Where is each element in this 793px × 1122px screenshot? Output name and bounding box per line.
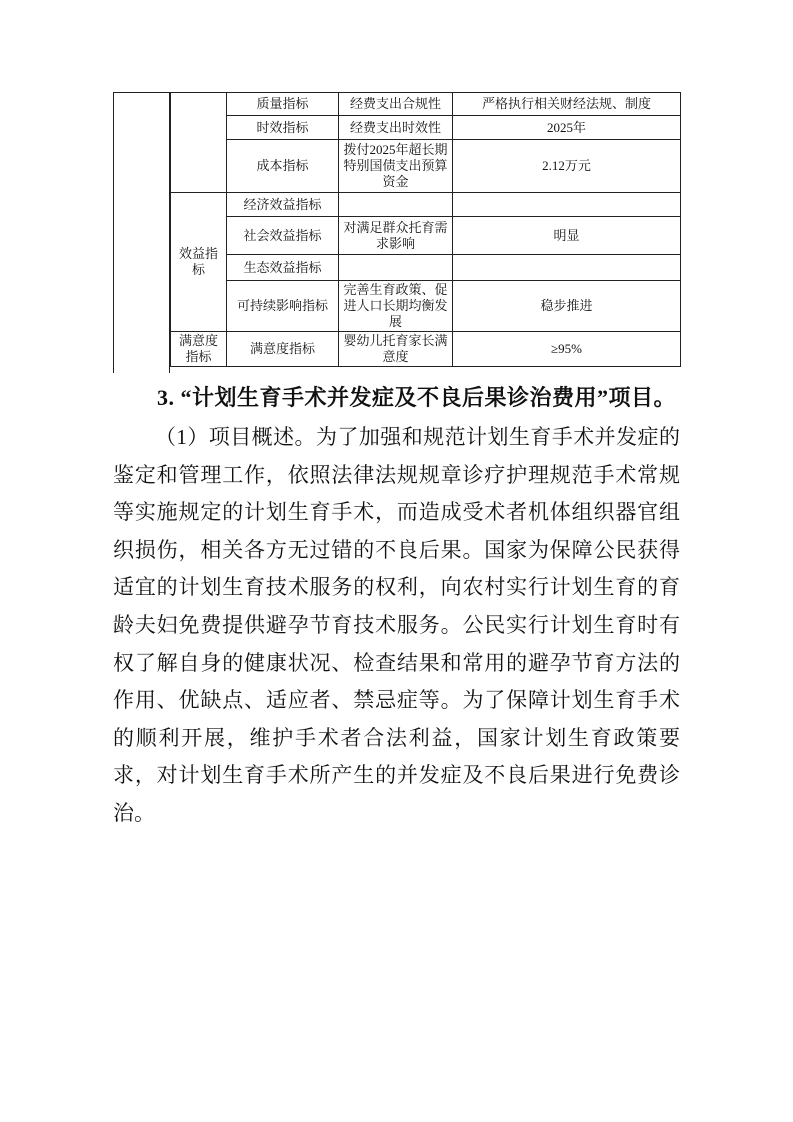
paragraph-line: 求，对计划生育手术所产生的并发症及不良后果进行免费诊 [113, 763, 680, 788]
indicator-name-cell: 质量指标 [227, 93, 339, 116]
table-row [171, 255, 681, 281]
indicator-detail-cell [339, 193, 453, 217]
indicator-group-cell: 效益指标 [171, 193, 227, 332]
table-row [171, 140, 681, 193]
indicator-name-cell: 成本指标 [227, 140, 339, 193]
indicator-detail-cell: 完善生育政策、促进人口长期均衡发展 [339, 281, 453, 332]
table-row [171, 116, 681, 140]
indicator-name-cell: 经济效益指标 [227, 193, 339, 217]
indicator-value-cell [453, 193, 681, 217]
indicator-detail-cell: 对满足群众托育需求影响 [339, 217, 453, 255]
paragraph-line: 的顺利开展，维护手术者合法利益，国家计划生育政策要 [113, 725, 680, 750]
paragraph-line: 权了解自身的健康状况、检查结果和常用的避孕节育方法的 [113, 650, 680, 675]
indicator-value-cell: 2025年 [453, 116, 681, 140]
paragraph-line: 等实施规定的计划生育手术，而造成受术者机体组织器官组 [113, 500, 680, 525]
paragraph-line: 适宜的计划生育技术服务的权利，向农村实行计划生育的育 [113, 575, 680, 600]
performance-indicators-table [170, 92, 681, 367]
indicator-detail-cell: 经费支出时效性 [339, 116, 453, 140]
paragraph-line: 织损伤，相关各方无过错的不良后果。国家为保障公民获得 [113, 537, 680, 562]
table-row [171, 193, 681, 217]
indicator-name-cell: 生态效益指标 [227, 255, 339, 281]
indicator-value-cell: 明显 [453, 217, 681, 255]
indicator-value-cell: ≥95% [453, 332, 681, 367]
indicator-detail-cell: 经费支出合规性 [339, 93, 453, 116]
indicator-value-cell: 严格执行相关财经法规、制度 [453, 93, 681, 116]
indicator-name-cell: 可持续影响指标 [227, 281, 339, 332]
paragraph-line: 治。 [113, 800, 155, 825]
indicator-group-cell: 满意度指标 [171, 332, 227, 367]
paragraph-line: 鉴定和管理工作，依照法律法规规章诊疗护理规范手术常规 [113, 462, 680, 487]
indicator-name-cell: 时效指标 [227, 116, 339, 140]
indicator-detail-cell: 婴幼儿托育家长满意度 [339, 332, 453, 367]
table-left-cutoff-column [113, 92, 170, 373]
table-row [171, 281, 681, 332]
table-row [171, 93, 681, 116]
indicator-group-cell [171, 93, 227, 193]
indicator-detail-cell [339, 255, 453, 281]
paragraph-line: 作用、优缺点、适应者、禁忌症等。为了保障计划生育手术 [113, 688, 680, 713]
indicator-detail-cell: 拨付2025年超长期特别国债支出预算资金 [339, 140, 453, 193]
table-row [171, 332, 681, 367]
project-overview-paragraph [113, 419, 680, 833]
table-row [171, 217, 681, 255]
indicator-name-cell: 社会效益指标 [227, 217, 339, 255]
indicator-value-cell [453, 255, 681, 281]
paragraph-line: 龄夫妇免费提供避孕节育技术服务。公民实行计划生育时有 [113, 612, 680, 637]
indicator-value-cell: 稳步推进 [453, 281, 681, 332]
paragraph-line: （1）项目概述。为了加强和规范计划生育手术并发症的 [155, 425, 680, 449]
indicator-value-cell: 2.12万元 [453, 140, 681, 193]
section-heading: 3. “计划生育手术并发症及不良后果诊治费用”项目。 [157, 385, 677, 410]
indicator-name-cell: 满意度指标 [227, 332, 339, 367]
